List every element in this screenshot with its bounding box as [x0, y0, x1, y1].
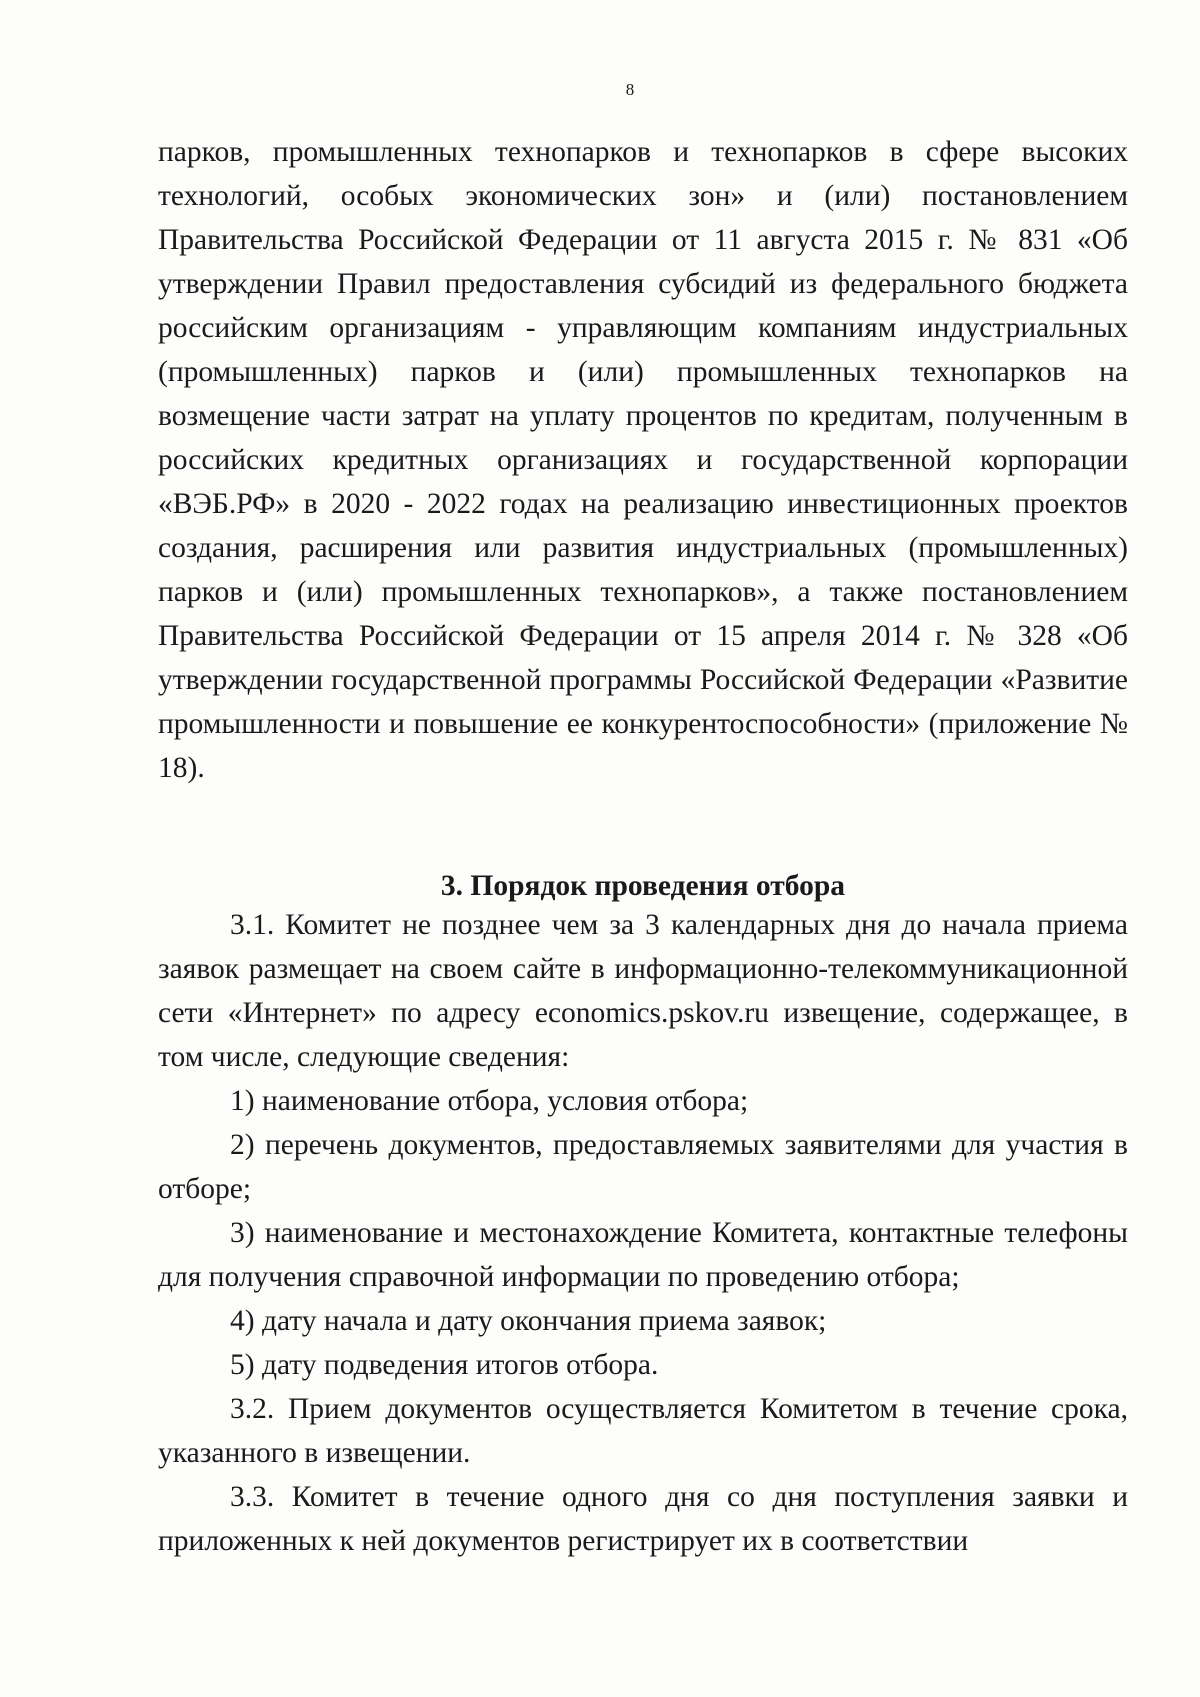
paragraph: парков, промышленных технопарков и технопарков в сфере высоких технологий, особых экономических зон» и (или) постановлением Правительства Российской Федерации от 11 августа 2015 г. № 831 «Об утверждении Правил предоставления субсидий из федерального бюджета российским организациям - управляющим компаниям индустриальных (промышленных) парков и (или) промышленных технопарков на возмещение части затрат на уплату процентов по кредитам, полученным в российских кредитных организациях и государственной корпорации «ВЭБ.РФ» в 2020 - 2022 годах на реализацию инвестиционных проектов создания, расширения или развития индустриальных (промышленных) парков и (или) промышленных технопарков», а также постановлением Правительства Российской Федерации от 15 апреля 2014 г. № 328 «Об утверждении государственной программы Российской Федерации «Развитие промышленности и повышение ее конкурентоспособности» (приложение № 18). [158, 136, 1128, 784]
section-body [158, 903, 1128, 1563]
paragraph-3-1: 3.1. Комитет не позднее чем за 3 календарных дня до начала приема заявок размещает на своем сайте в информационно-телекоммуникационной сети «Интернет» по адресу economics.pskov.ru извещение, содержащее, в том числе, следующие сведения: [158, 909, 1128, 1073]
paragraph-3-3: 3.3. Комитет в течение одного дня со дня поступления заявки и приложенных к ней документов регистрирует их в соответствии [158, 1481, 1128, 1557]
section-heading: 3. Порядок проведения отбора [440, 870, 846, 902]
list-item-1: 1) наименование отбора, условия отбора; [230, 1085, 749, 1117]
list-item-2: 2) перечень документов, предоставляемых заявителями для участия в отборе; [158, 1129, 1128, 1205]
page-number: 8 [625, 80, 635, 99]
continuation-text [158, 130, 1128, 790]
paragraph-3-2: 3.2. Прием документов осуществляется Комитетом в течение срока, указанного в извещении. [158, 1393, 1128, 1469]
list-item-3: 3) наименование и местонахождение Комитета, контактные телефоны для получения справочной информации по проведению отбора; [158, 1217, 1128, 1293]
list-item-5: 5) дату подведения итогов отбора. [230, 1349, 659, 1381]
list-item-4: 4) дату начала и дату окончания приема заявок; [230, 1305, 827, 1337]
